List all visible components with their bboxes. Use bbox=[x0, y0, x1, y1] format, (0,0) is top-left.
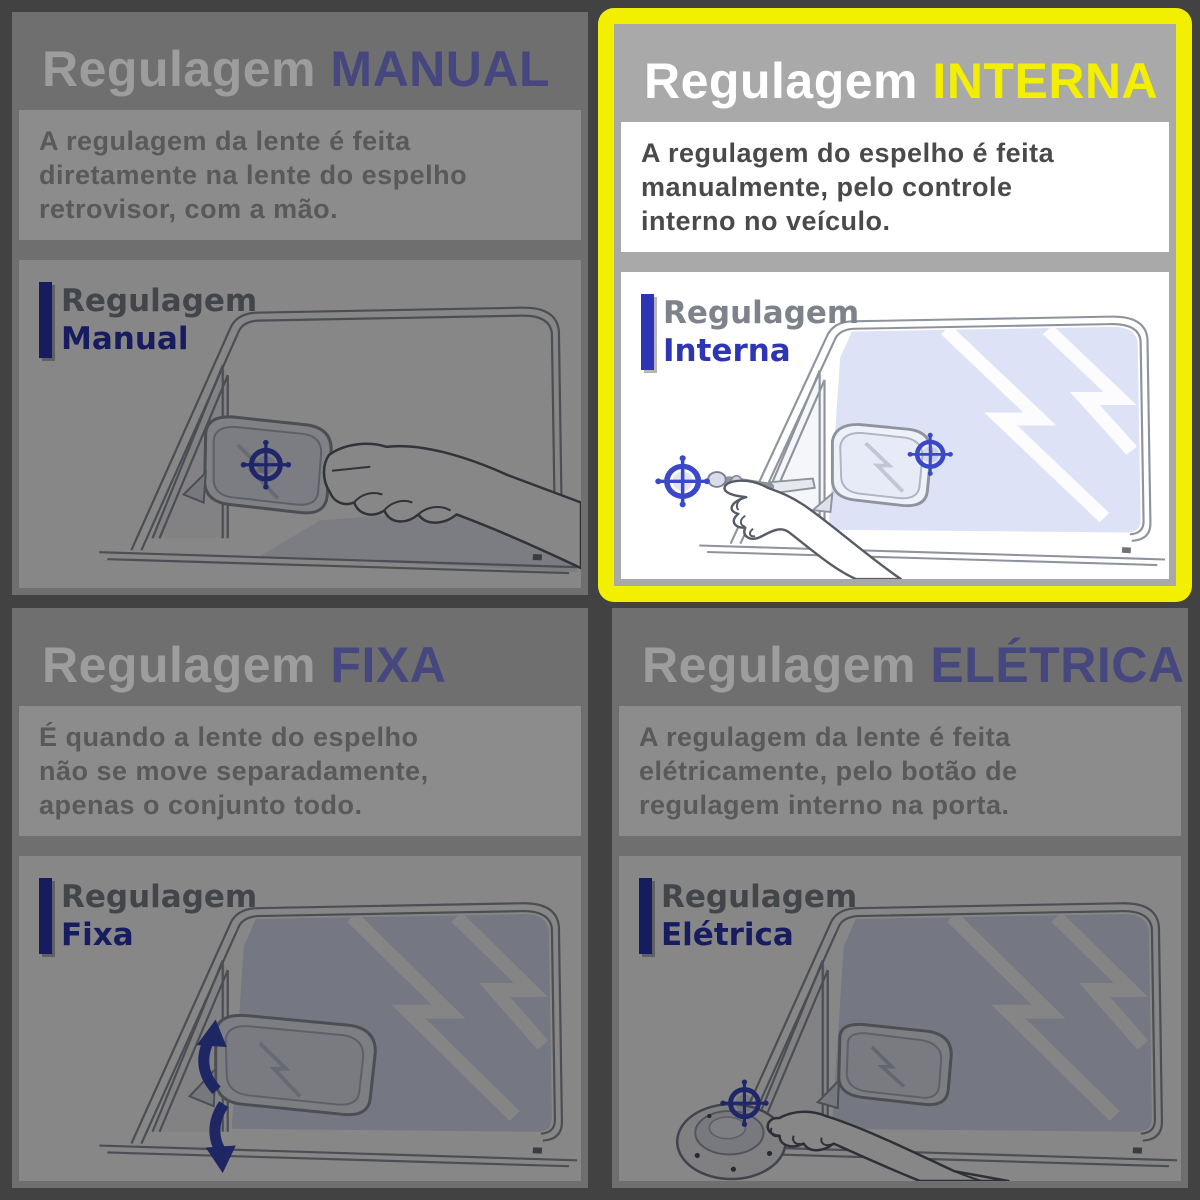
description-line: diretamente na lente do espelho bbox=[39, 160, 468, 190]
illustration-electric-adjustment bbox=[619, 856, 1181, 1181]
panel-regulagem-manual bbox=[12, 12, 588, 595]
description-line: A regulagem da lente é feita bbox=[39, 126, 411, 156]
panel-regulagem-interna-highlighted bbox=[598, 8, 1192, 602]
title-prefix: Regulagem bbox=[642, 637, 917, 693]
description-line: não se move separadamente, bbox=[39, 756, 429, 786]
label-line1: Regulagem bbox=[661, 879, 858, 915]
dim-overlay bbox=[619, 856, 1181, 1181]
description-line: É quando a lente do espelho bbox=[39, 722, 419, 752]
label-line2: Interna bbox=[663, 333, 791, 369]
panel-regulagem-eletrica bbox=[612, 608, 1188, 1188]
panel-description bbox=[621, 122, 1169, 252]
panel-title bbox=[614, 24, 1176, 122]
illustration-internal-adjustment bbox=[621, 272, 1169, 579]
label-line2: Fixa bbox=[61, 917, 134, 953]
panel-body bbox=[12, 608, 588, 1188]
illustration-manual-adjustment bbox=[19, 260, 581, 588]
dim-overlay bbox=[19, 260, 581, 588]
panel-regulagem-fixa bbox=[12, 608, 588, 1188]
label-line1: Regulagem bbox=[61, 283, 258, 319]
title-type: FIXA bbox=[330, 637, 447, 693]
label-line1: Regulagem bbox=[61, 879, 258, 915]
label-text bbox=[663, 294, 859, 370]
description-line: apenas o conjunto todo. bbox=[39, 790, 363, 820]
description-line: regulagem interno na porta. bbox=[639, 790, 1010, 820]
illustration-label bbox=[641, 294, 859, 370]
panel-title bbox=[12, 12, 588, 110]
description-line: manualmente, pelo controle bbox=[641, 172, 1013, 202]
panel-body bbox=[612, 608, 1188, 1188]
label-line2: Manual bbox=[61, 321, 189, 357]
label-bar bbox=[641, 294, 654, 370]
side-mirror bbox=[813, 425, 931, 512]
title-prefix: Regulagem bbox=[42, 637, 317, 693]
crosshair-icon bbox=[655, 455, 710, 507]
title-prefix: Regulagem bbox=[42, 41, 317, 97]
description-line: A regulagem da lente é feita bbox=[639, 722, 1011, 752]
panel-description bbox=[19, 110, 581, 240]
description-line: A regulagem do espelho é feita bbox=[641, 138, 1055, 168]
title-type: ELÉTRICA bbox=[930, 637, 1185, 693]
title-prefix: Regulagem bbox=[644, 53, 919, 109]
dim-overlay bbox=[19, 856, 581, 1181]
description-line: interno no veículo. bbox=[641, 206, 891, 236]
title-type: MANUAL bbox=[330, 41, 551, 97]
panel-body bbox=[12, 12, 588, 595]
panel-title bbox=[12, 608, 588, 706]
panel-title bbox=[612, 608, 1188, 706]
illustration-fixed-adjustment bbox=[19, 856, 581, 1181]
description-line: elétricamente, pelo botão de bbox=[639, 756, 1018, 786]
panel-body bbox=[614, 24, 1176, 586]
label-line1: Regulagem bbox=[663, 295, 860, 331]
title-type: INTERNA bbox=[932, 53, 1159, 109]
label-line2: Elétrica bbox=[661, 917, 794, 953]
description-line: retrovisor, com a mão. bbox=[39, 194, 339, 224]
panel-description bbox=[19, 706, 581, 836]
panel-description bbox=[619, 706, 1181, 836]
